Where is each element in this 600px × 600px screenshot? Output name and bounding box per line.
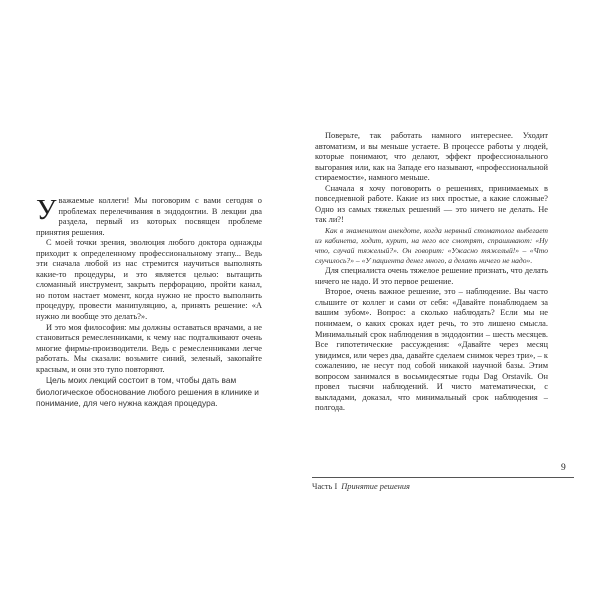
paragraph: Второе, очень важное решение, это – наблюдение. Вы часто слышите от коллег и сами от себя: «Давайте понаблюдаем за вашим зубом». Вопрос: а сколько наблюдать? Если мы не понимаем, о каких сроках идет речь, то это лишено смысла. Минимальный срок наблюдения в эндодонтии – шесть месяцев. Все гипотетические рассуждения: «Давайте через месяц увидимся, или через два, давайте сделаем снимок через три», – к сожалению, не несут под собой никакой научной базы. Этим вопросом занимался в восьмидесятые годы Dag Orstavik. Он провел тысячи наблюдений. И чисто математически, с выкладами, доказал, что минимальный срок наблюдения – полгода. (315, 287, 548, 413)
drop-cap: У (36, 194, 57, 226)
running-footer-section: Принятие решения (341, 482, 410, 491)
paragraph: С моей точки зрения, эволюция любого доктора однажды приходит к определенному профессиональному этапу... Ведь эти сначала любой из нас стремится научиться выполнять какие-то процедуры, и это является целью: вытащить сломанный инструмент, закрыть перфорацию, пройти канал, но потом настает момент, когда нужно не просто выполнить процедуру, провести манипуляцию, а, принять решение: «А нужно ли вообще это делать?». (36, 238, 262, 322)
opening-paragraph (36, 196, 262, 238)
paragraph: Поверьте, так работать намного интереснее. Уходит автоматизм, и вы меньше устаете. В процессе работы у людей, которые понимают, что делают, эффект профессионального выгорания или, как на Западе его называют, «профессиональной стираемости», намного меньше. (315, 131, 548, 183)
paragraph: И это моя философия: мы должны оставаться врачами, а не становиться ремесленниками, к чему нас подталкивают очень многие фирмы-производители. Ведь с ремесленниками легче работать. Мы сказали: возьмите синий, зеленый, закопайте красным, и они это тупо повторяют. (36, 322, 262, 374)
running-footer-part: Часть I (312, 482, 338, 491)
paragraph: Сначала я хочу поговорить о решениях, принимаемых в повседневной работе. Какие из них простые, а какие сложные? Одно из самых тяжелых решений — это ничего не делать. Не так ли?! (315, 183, 548, 225)
left-page-text (36, 196, 262, 410)
paragraph: Для специалиста очень тяжелое решение признать, что делать ничего не надо. И это первое решение. (315, 266, 548, 286)
lecture-goal-paragraph: Цель моих лекций состоит в том, чтобы дать вам биологическое обоснование любого решения в клинике и понимание, для чего нужна каждая процедура. (36, 375, 259, 409)
page-number: 9 (561, 463, 566, 473)
right-page-text (315, 131, 548, 414)
opening-paragraph-text: важаемые коллеги! Мы поговорим с вами сегодня о проблемах перелечивания в эндодонтии. В лекции два раздела, первый из которых посвящен проблеме принятия решения. (36, 196, 262, 237)
right-page (300, 0, 600, 600)
anecdote-quote: Как в знаменитом анекдоте, когда нервный стоматолог выбегает из кабинета, ходит, курит, на него все смотрят, спрашивают: «Ну что, случай тяжелый?». Он говорит: «Ужасно тяжелый!» – «Что случилось?» – «У пациента денег много, а делать ничего не надо». (315, 225, 548, 266)
footer-divider (312, 477, 574, 478)
running-footer (312, 482, 410, 491)
